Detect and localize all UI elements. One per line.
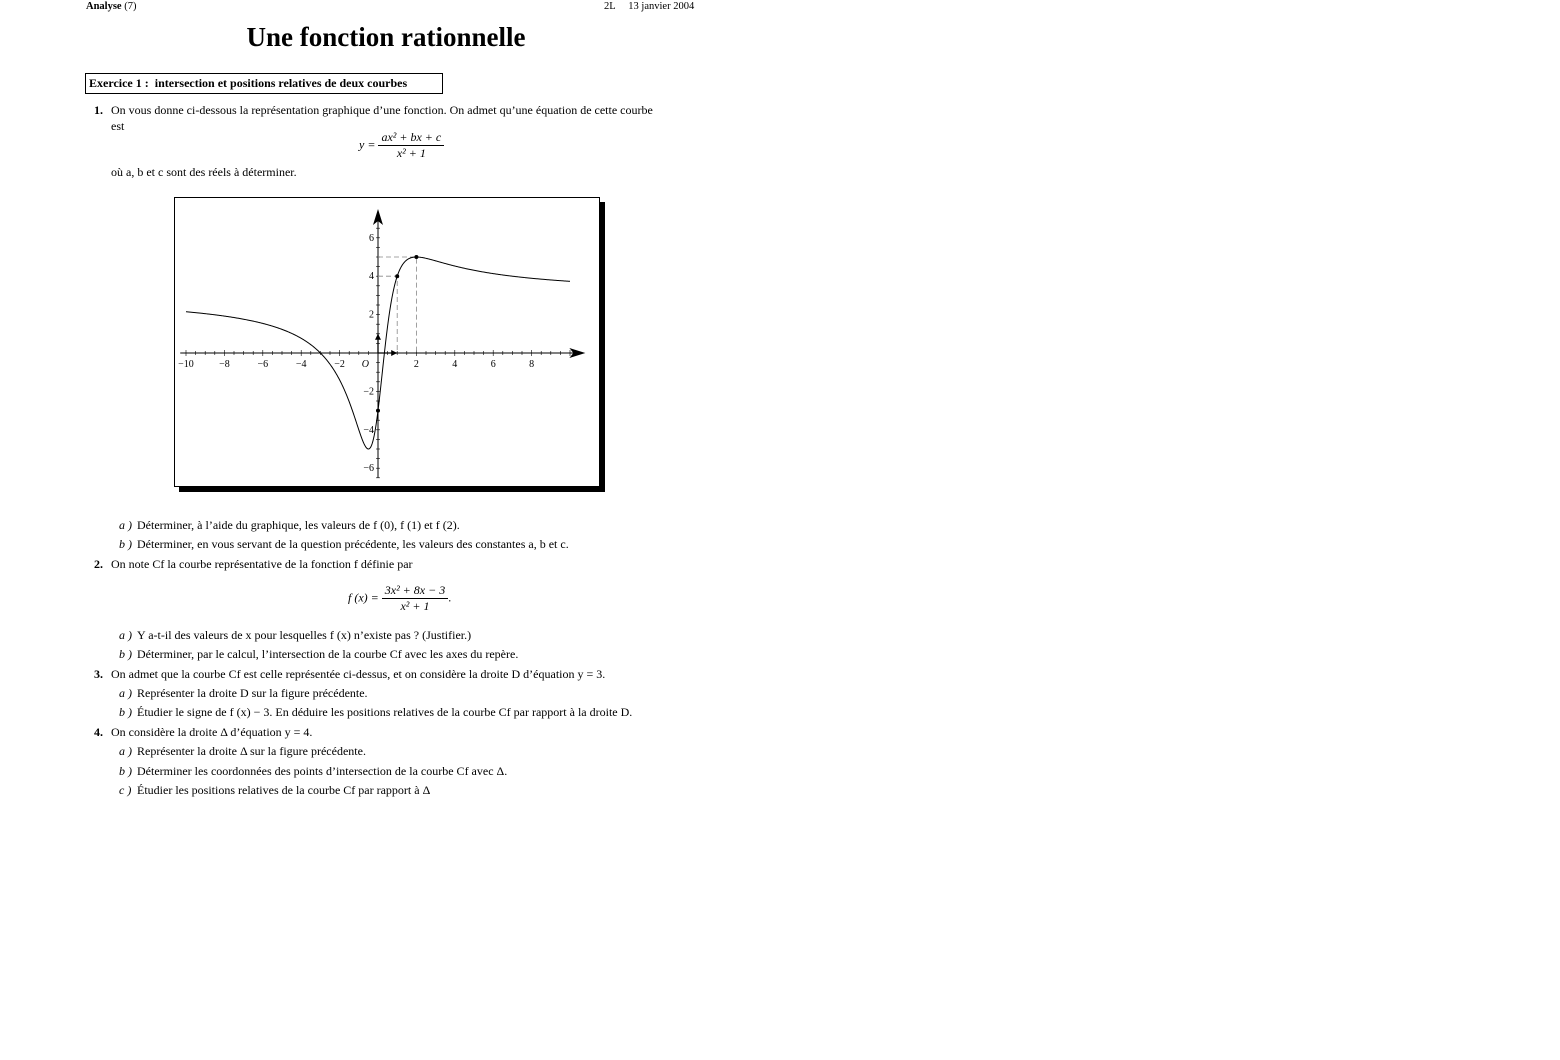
graph-svg — [175, 198, 599, 486]
q1b — [119, 537, 569, 552]
q3a-text: Représenter la droite D sur la figure précédente. — [137, 686, 368, 700]
x-tick-label: 2 — [413, 359, 419, 370]
q3-number: 3. — [94, 667, 103, 681]
q3b — [119, 705, 632, 720]
q1b-label: b ) — [119, 537, 132, 551]
q1-equation — [359, 130, 444, 161]
exercise-label: Exercice 1 : — [89, 76, 149, 90]
q2-eq-fraction — [382, 583, 448, 614]
x-tick-label: −10 — [178, 359, 194, 370]
q1-eq-fraction — [378, 130, 444, 161]
q4c-text: Étudier les positions relatives de la courbe Cf par rapport à Δ — [137, 783, 431, 797]
q2a-text: Y a-t-il des valeurs de x pour lesquelles f (x) n’existe pas ? (Justifier.) — [137, 628, 472, 642]
q2b-text: Déterminer, par le calcul, l’intersection de la courbe Cf avec les axes du repère. — [137, 647, 519, 661]
header-class: 2L — [604, 1, 616, 12]
q3b-text: Étudier le signe de f (x) − 3. En déduire les positions relatives de la courbe Cf par rapport à la droite D. — [137, 705, 633, 719]
marked-point — [376, 409, 380, 413]
y-tick-label: −2 — [363, 386, 374, 398]
q2-equation — [348, 583, 451, 614]
unit-vector-j-arrow — [375, 334, 381, 340]
q2a — [119, 628, 471, 643]
q2-eq-denominator: x² + 1 — [400, 599, 430, 613]
x-tick-label: 6 — [490, 359, 496, 370]
q2b — [119, 647, 518, 662]
marked-point — [414, 255, 418, 259]
header-date: 13 janvier 2004 — [628, 1, 695, 12]
function-graph — [174, 197, 600, 487]
header-left — [86, 1, 136, 12]
exercise-subject: intersection et positions relatives de deux courbes — [154, 76, 408, 90]
q3a-label: a ) — [119, 686, 132, 700]
q3a — [119, 686, 368, 701]
q4a-label: a ) — [119, 744, 132, 758]
y-tick-label: −6 — [363, 463, 374, 475]
q4-number: 4. — [94, 725, 103, 739]
q4-text: On considère la droite Δ d’équation y = 4. — [111, 725, 313, 739]
q1-eq-numerator: ax² + bx + c — [378, 130, 444, 146]
header-right — [604, 1, 704, 12]
q1b-text: Déterminer, en vous servant de la question précédente, les valeurs des constantes a, b et c. — [137, 537, 569, 551]
q4b-label: b ) — [119, 764, 132, 778]
q2a-label: a ) — [119, 628, 132, 642]
q4b-text: Déterminer les coordonnées des points d’intersection de la courbe Cf avec Δ. — [137, 764, 508, 778]
q1-text-line2: est — [111, 119, 125, 133]
q1-number: 1. — [94, 103, 103, 117]
q1-eq-lhs: y = — [359, 137, 376, 152]
q2-text: On note Cf la courbe représentative de la fonction f définie par — [111, 557, 413, 571]
q2-eq-numerator: 3x² + 8x − 3 — [382, 583, 448, 599]
y-tick-label: 2 — [369, 309, 374, 321]
q2b-label: b ) — [119, 647, 132, 661]
y-tick-label: 6 — [369, 232, 374, 244]
x-tick-label: −4 — [295, 359, 307, 370]
exercise-box — [85, 73, 443, 94]
q2-number: 2. — [94, 557, 103, 571]
q4c — [119, 783, 430, 798]
page-title: Une fonction rationnelle — [246, 22, 526, 52]
x-tick-label: −8 — [219, 359, 230, 370]
header-number: (7) — [124, 1, 137, 12]
unit-vector-i-arrow — [391, 350, 397, 356]
x-tick-label: −2 — [334, 359, 345, 370]
q1a — [119, 518, 460, 533]
x-tick-label: −6 — [257, 359, 269, 370]
q2-eq-end: . — [448, 590, 452, 605]
q3-text: On admet que la courbe Cf est celle représentée ci-dessus, et on considère la droite D d’équation y = 3. — [111, 667, 606, 681]
q4a — [119, 744, 366, 759]
origin-label: O — [361, 359, 369, 370]
y-tick-label: −4 — [363, 424, 374, 436]
header-subject: Analyse — [86, 1, 122, 12]
q1a-text: Déterminer, à l’aide du graphique, les valeurs de f (0), f (1) et f (2). — [137, 518, 460, 532]
q3b-label: b ) — [119, 705, 132, 719]
q1-eq-denominator: x² + 1 — [396, 146, 426, 160]
marked-point — [395, 274, 399, 278]
q4a-text: Représenter la droite Δ sur la figure précédente. — [137, 744, 366, 758]
x-tick-label: 4 — [452, 359, 458, 370]
q1-text-line1: On vous donne ci-dessous la représentation graphique d’une fonction. On admet qu’une équation de cette courbe — [111, 103, 653, 117]
q1a-label: a ) — [119, 518, 132, 532]
q1-after-text: où a, b et c sont des réels à déterminer. — [111, 165, 297, 179]
q4c-label: c ) — [119, 783, 132, 797]
y-tick-label: 4 — [369, 271, 374, 283]
q4b — [119, 764, 507, 779]
q2-eq-lhs: f (x) = — [348, 590, 379, 605]
x-tick-label: 8 — [529, 359, 535, 370]
